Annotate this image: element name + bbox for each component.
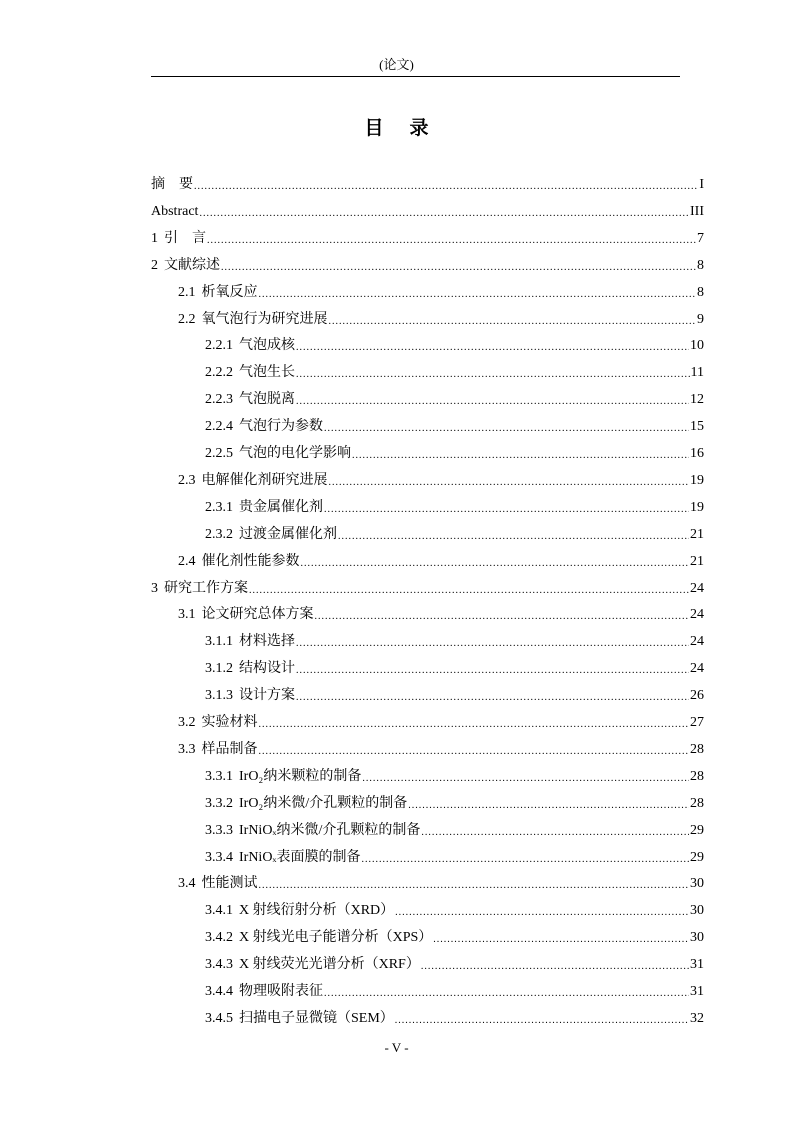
toc-dot-leader [296,637,689,651]
toc-entry-number: 3.4.5 [205,1010,233,1026]
toc-entry[interactable] [178,735,704,759]
toc-entry-page: 24 [690,580,704,596]
toc-entry-number: 3.1.1 [205,634,233,650]
toc-entry-page: 8 [697,284,704,300]
toc-entry-page: 19 [690,499,704,515]
toc-entry[interactable] [178,708,704,732]
toc-entry-page: 29 [690,849,704,865]
toc-entry-page: 27 [690,715,704,730]
toc-entry-number: 3.4.3 [205,957,233,973]
toc-entry-number: 3.3.1 [205,768,233,784]
toc-entry-page: 8 [697,257,704,273]
toc-entry-label: 气泡的电化学影响 [239,446,351,461]
toc-dot-leader [207,234,696,248]
toc-entry-page: 29 [690,822,704,838]
toc-entry-number: 3.4.4 [205,984,233,999]
toc-entry-label: 气泡成核 [239,338,295,354]
toc-entry-page: 19 [690,472,704,488]
toc-entry[interactable] [205,627,704,651]
toc-entry-number: 2.2.3 [205,392,233,408]
toc-entry-label: 过渡金属催化剂 [239,526,337,542]
toc-entry-page: 31 [690,984,704,999]
toc-entry-number: 3 [151,580,158,596]
toc-entry-page: 32 [690,1010,704,1026]
toc-entry-label: IrNiOₓ纳米微/介孔颗粒的制备 [239,822,421,838]
toc-dot-leader [259,745,690,759]
toc-dot-leader [199,207,689,221]
toc-entry-number: 1 [151,230,158,246]
toc-entry-label: 材料选择 [239,634,295,650]
toc-entry-number: 3.4.2 [205,930,233,946]
toc-entry[interactable] [205,950,704,974]
toc-entry-page: 28 [690,768,704,784]
toc-dot-leader [362,772,689,786]
toc-entry-label: 催化剂性能参数 [201,553,300,569]
toc-dot-leader [421,960,689,974]
toc-entry-page: 24 [690,661,704,677]
toc-entry-number: 3.4 [178,876,196,892]
toc-entry-label: 扫描电子显微镜（SEM） [239,1010,394,1026]
toc-entry-label: 文献综述 [164,257,220,273]
toc-entry-number: 2.1 [178,284,196,300]
toc-entry-page: 28 [690,741,704,757]
toc-entry-page: 16 [690,446,704,461]
toc-entry-number: 2.3.1 [205,499,233,515]
toc-dot-leader [338,530,689,544]
toc-dot-leader [329,476,690,490]
running-header: (论文) [379,57,414,72]
toc-entry-page: 30 [690,903,704,919]
toc-entry[interactable] [205,331,704,355]
toc-dot-leader [221,261,696,275]
toc-dot-leader [259,288,697,302]
toc-entry-label: 样品制备 [201,741,258,757]
page-number: - V - [384,1040,409,1055]
toc-entry[interactable] [205,1004,704,1028]
toc-entry-page: 9 [697,311,704,327]
toc-entry[interactable] [205,896,704,920]
toc-dot-leader [296,691,689,705]
toc-entry[interactable] [178,278,704,302]
toc-entry[interactable] [205,843,704,867]
toc-dot-leader [259,718,690,732]
toc-entry-number: 3.1.2 [205,661,233,677]
toc-entry-label: X 射线荧光光谱分析（XRF） [239,957,420,973]
toc-entry[interactable] [205,977,704,1001]
toc-entry-page: I [699,177,704,192]
toc-entry[interactable] [178,600,704,624]
toc-dot-leader [301,557,690,571]
toc-entry[interactable] [178,305,704,329]
toc-entry-number: 2.3 [178,472,196,488]
toc-entry-page: 24 [690,607,704,623]
toc-dot-leader [194,180,698,194]
toc-entry-number: 2.3.2 [205,526,233,542]
toc-entry-label: X 射线光电子能谱分析（XPS） [239,930,433,946]
toc-entry-page: 15 [690,419,704,435]
toc-entry-label: X 射线衍射分析（XRD） [239,903,395,919]
toc-entry-label: 论文研究总体方案 [201,607,314,623]
toc-entry[interactable] [151,574,704,598]
toc-dot-leader [395,906,689,920]
toc-entry-label: 研究工作方案 [164,580,248,596]
toc-entry-number: 2.2.2 [205,365,233,381]
toc-entry-label: IrO₂纳米颗粒的制备 [239,768,362,784]
toc-dot-leader [421,826,689,840]
toc-entry-page: 21 [690,553,704,569]
toc-dot-leader [395,1014,689,1028]
toc-entry-label: 结构设计 [239,661,295,677]
toc-entry-label: 贵金属催化剂 [239,499,323,515]
toc-entry-label: 性能测试 [201,876,258,892]
toc-entry-page: 12 [690,392,704,408]
toc-entry-page: 24 [690,634,704,650]
toc-entry-label: Abstract [151,203,199,219]
toc-entry[interactable] [205,520,704,544]
toc-entry-page: 30 [690,876,704,892]
toc-entry-number: 3.3 [178,741,196,757]
toc-entry-label: 气泡生长 [239,365,295,381]
toc-entry-number: 3.2 [178,715,196,730]
toc-dot-leader [296,368,690,382]
toc-entry-label: 引 言 [164,230,206,246]
toc-entry-page: 30 [690,930,704,946]
toc-entry-number: 3.1 [178,607,196,623]
toc-entry-page: 21 [690,526,704,542]
toc-entry[interactable] [205,385,704,409]
toc-entry[interactable] [205,654,704,678]
toc-dot-leader [296,395,689,409]
toc-entry[interactable] [205,789,704,813]
toc-entry[interactable] [205,923,704,947]
toc-dot-leader [324,503,689,517]
toc-entry-number: 2.2.1 [205,338,233,354]
toc-entry[interactable] [151,197,704,221]
toc-entry[interactable] [178,547,704,571]
toc-entry-label: 设计方案 [239,688,295,704]
toc-entry-number: 3.3.2 [205,795,233,811]
toc-entry[interactable] [205,681,704,705]
toc-dot-leader [324,987,689,1001]
toc-entry[interactable] [151,170,704,194]
toc-entry-number: 3.3.3 [205,822,233,838]
toc-dot-leader [329,315,697,329]
toc-entry[interactable] [151,251,704,275]
toc-entry-number: 2.2.5 [205,446,233,461]
toc-entry-label: 析氧反应 [201,284,258,300]
toc-entry-label: 气泡行为参数 [239,419,323,435]
toc-entry[interactable] [205,439,704,463]
toc-entry-label: IrO₂纳米微/介孔颗粒的制备 [239,795,408,811]
toc-entry-number: 3.3.4 [205,849,233,865]
toc-dot-leader [249,584,689,598]
toc-entry-number: 2.2.4 [205,419,233,435]
toc-entry[interactable] [151,224,704,248]
toc-entry-label: 电解催化剂研究进展 [201,472,328,488]
toc-entry[interactable] [205,493,704,517]
toc-dot-leader [408,799,689,813]
toc-dot-leader [362,853,690,867]
toc-dot-leader [324,422,689,436]
toc-dot-leader [296,341,689,355]
toc-entry-number: 2.2 [178,311,196,327]
toc-entry-page: 7 [697,230,704,246]
toc-entry-page: 10 [690,338,704,354]
toc-entry[interactable] [205,412,704,436]
toc-entry[interactable] [178,466,704,490]
toc-entry-label: 物理吸附表征 [239,984,323,999]
toc-entry-number: 2.4 [178,553,196,569]
toc-entry-label: 摘 要 [151,177,193,192]
toc-entry-page: 28 [690,795,704,811]
toc-dot-leader [352,449,689,463]
page-title: 目录 [364,117,455,139]
header-rule [151,76,680,77]
toc-entry-number: 3.1.3 [205,688,233,704]
toc-entry[interactable] [205,762,704,786]
toc-entry-page: 26 [690,688,704,704]
toc-entry-label: IrNiOₓ表面膜的制备 [239,849,361,865]
toc-entry-page: III [690,203,704,219]
toc-entry[interactable] [205,816,704,840]
toc-dot-leader [315,610,690,624]
toc-entry-label: 氧气泡行为研究进展 [201,311,328,327]
toc-entry-label: 气泡脱离 [239,392,295,408]
toc-entry-number: 3.4.1 [205,903,233,919]
toc-entry-label: 实验材料 [201,715,258,730]
toc-entry-number: 2 [151,257,158,273]
toc-entry[interactable] [205,358,704,382]
toc-dot-leader [259,879,690,893]
toc-dot-leader [433,933,689,947]
toc-entry-page: 31 [690,957,704,973]
toc-entry-page: 11 [690,365,704,381]
toc-entry[interactable] [178,869,704,893]
toc-dot-leader [296,664,689,678]
